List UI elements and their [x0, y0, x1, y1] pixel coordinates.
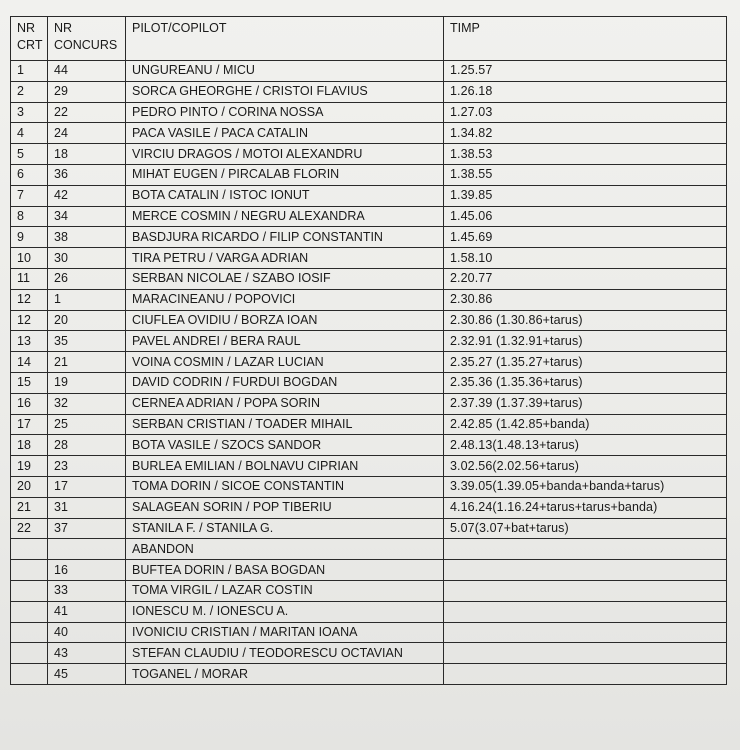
cell-nr-crt: 18 [11, 435, 48, 456]
header-nr-concurs-line2: CONCURS [54, 38, 118, 52]
cell-pilot-copilot: TOMA VIRGIL / LAZAR COSTIN [126, 580, 444, 601]
cell-nr-concurs: 17 [48, 476, 126, 497]
cell-pilot-copilot: SERBAN NICOLAE / SZABO IOSIF [126, 268, 444, 289]
cell-nr-concurs: 40 [48, 622, 126, 643]
header-nr-crt-line2: CRT [17, 38, 43, 52]
table-row [11, 227, 727, 248]
table-row [11, 289, 727, 310]
cell-nr-concurs: 26 [48, 268, 126, 289]
cell-pilot-copilot: TOMA DORIN / SICOE CONSTANTIN [126, 476, 444, 497]
table-row [11, 352, 727, 373]
cell-pilot-copilot: MERCE COSMIN / NEGRU ALEXANDRA [126, 206, 444, 227]
cell-timp: 1.26.18 [444, 81, 727, 102]
cell-nr-concurs: 19 [48, 372, 126, 393]
cell-nr-crt [11, 580, 48, 601]
table-row [11, 102, 727, 123]
abandon-row [11, 664, 727, 685]
abandon-empty-concurs [48, 539, 126, 560]
cell-pilot-copilot: PEDRO PINTO / CORINA NOSSA [126, 102, 444, 123]
cell-nr-concurs: 34 [48, 206, 126, 227]
abandon-body [11, 539, 727, 685]
table-row [11, 372, 727, 393]
cell-pilot-copilot: STEFAN CLAUDIU / TEODORESCU OCTAVIAN [126, 643, 444, 664]
cell-timp: 1.58.10 [444, 248, 727, 269]
cell-pilot-copilot: BOTA CATALIN / ISTOC IONUT [126, 185, 444, 206]
cell-nr-crt: 17 [11, 414, 48, 435]
cell-nr-concurs: 28 [48, 435, 126, 456]
cell-timp: 1.45.06 [444, 206, 727, 227]
cell-timp: 1.39.85 [444, 185, 727, 206]
cell-nr-concurs: 20 [48, 310, 126, 331]
cell-nr-crt: 2 [11, 81, 48, 102]
cell-nr-crt: 13 [11, 331, 48, 352]
cell-nr-crt: 14 [11, 352, 48, 373]
cell-nr-crt: 4 [11, 123, 48, 144]
cell-nr-concurs: 42 [48, 185, 126, 206]
abandon-row [11, 580, 727, 601]
cell-nr-crt: 1 [11, 61, 48, 82]
cell-pilot-copilot: IVONICIU CRISTIAN / MARITAN IOANA [126, 622, 444, 643]
cell-nr-crt: 6 [11, 164, 48, 185]
cell-nr-crt: 3 [11, 102, 48, 123]
abandon-header-row [11, 539, 727, 560]
table-row [11, 61, 727, 82]
cell-nr-crt: 21 [11, 497, 48, 518]
cell-pilot-copilot: PAVEL ANDREI / BERA RAUL [126, 331, 444, 352]
table-row [11, 518, 727, 539]
cell-timp: 4.16.24(1.16.24+tarus+tarus+banda) [444, 497, 727, 518]
abandon-empty-timp [444, 539, 727, 560]
cell-nr-concurs: 1 [48, 289, 126, 310]
cell-pilot-copilot: CIUFLEA OVIDIU / BORZA IOAN [126, 310, 444, 331]
cell-nr-crt [11, 601, 48, 622]
header-nr-crt-line1: NR [17, 21, 36, 35]
cell-nr-concurs: 16 [48, 560, 126, 581]
table-row [11, 268, 727, 289]
cell-nr-concurs: 29 [48, 81, 126, 102]
cell-nr-crt [11, 664, 48, 685]
table-row [11, 497, 727, 518]
cell-nr-crt: 7 [11, 185, 48, 206]
cell-nr-concurs: 37 [48, 518, 126, 539]
header-row [11, 17, 727, 61]
table-row [11, 393, 727, 414]
cell-timp [444, 601, 727, 622]
table-row [11, 185, 727, 206]
cell-pilot-copilot: BUFTEA DORIN / BASA BOGDAN [126, 560, 444, 581]
cell-timp: 3.39.05(1.39.05+banda+banda+tarus) [444, 476, 727, 497]
table-row [11, 81, 727, 102]
header-pilot-copilot: PILOT/COPILOT [126, 17, 444, 61]
cell-nr-crt: 12 [11, 289, 48, 310]
cell-nr-crt [11, 622, 48, 643]
cell-nr-concurs: 30 [48, 248, 126, 269]
abandon-row [11, 601, 727, 622]
cell-nr-concurs: 38 [48, 227, 126, 248]
cell-pilot-copilot: SERBAN CRISTIAN / TOADER MIHAIL [126, 414, 444, 435]
cell-nr-crt: 5 [11, 144, 48, 165]
results-body [11, 61, 727, 539]
cell-nr-crt: 11 [11, 268, 48, 289]
cell-timp: 1.45.69 [444, 227, 727, 248]
cell-timp: 2.35.27 (1.35.27+tarus) [444, 352, 727, 373]
cell-nr-concurs: 18 [48, 144, 126, 165]
cell-pilot-copilot: TIRA PETRU / VARGA ADRIAN [126, 248, 444, 269]
cell-nr-concurs: 21 [48, 352, 126, 373]
abandon-row [11, 622, 727, 643]
cell-pilot-copilot: BASDJURA RICARDO / FILIP CONSTANTIN [126, 227, 444, 248]
table-row [11, 310, 727, 331]
table-row [11, 331, 727, 352]
cell-pilot-copilot: TOGANEL / MORAR [126, 664, 444, 685]
cell-pilot-copilot: BURLEA EMILIAN / BOLNAVU CIPRIAN [126, 456, 444, 477]
cell-pilot-copilot: SALAGEAN SORIN / POP TIBERIU [126, 497, 444, 518]
cell-nr-concurs: 43 [48, 643, 126, 664]
table-row [11, 206, 727, 227]
cell-timp: 3.02.56(2.02.56+tarus) [444, 456, 727, 477]
cell-timp: 5.07(3.07+bat+tarus) [444, 518, 727, 539]
cell-pilot-copilot: STANILA F. / STANILA G. [126, 518, 444, 539]
cell-nr-crt: 10 [11, 248, 48, 269]
table-row [11, 248, 727, 269]
cell-timp [444, 643, 727, 664]
table-row [11, 144, 727, 165]
cell-nr-concurs: 23 [48, 456, 126, 477]
cell-nr-concurs: 44 [48, 61, 126, 82]
cell-nr-concurs: 31 [48, 497, 126, 518]
cell-timp [444, 664, 727, 685]
results-table [10, 16, 727, 685]
cell-timp: 2.32.91 (1.32.91+tarus) [444, 331, 727, 352]
cell-nr-crt [11, 560, 48, 581]
cell-nr-concurs: 45 [48, 664, 126, 685]
cell-nr-crt: 20 [11, 476, 48, 497]
cell-nr-concurs: 33 [48, 580, 126, 601]
cell-pilot-copilot: DAVID CODRIN / FURDUI BOGDAN [126, 372, 444, 393]
cell-nr-crt: 22 [11, 518, 48, 539]
abandon-row [11, 560, 727, 581]
cell-timp: 2.30.86 [444, 289, 727, 310]
cell-nr-concurs: 41 [48, 601, 126, 622]
cell-pilot-copilot: BOTA VASILE / SZOCS SANDOR [126, 435, 444, 456]
abandon-empty-crt [11, 539, 48, 560]
cell-timp: 2.42.85 (1.42.85+banda) [444, 414, 727, 435]
cell-nr-concurs: 36 [48, 164, 126, 185]
cell-nr-crt: 19 [11, 456, 48, 477]
cell-timp: 1.25.57 [444, 61, 727, 82]
cell-nr-concurs: 22 [48, 102, 126, 123]
cell-timp [444, 580, 727, 601]
cell-pilot-copilot: VOINA COSMIN / LAZAR LUCIAN [126, 352, 444, 373]
cell-nr-crt: 8 [11, 206, 48, 227]
cell-pilot-copilot: PACA VASILE / PACA CATALIN [126, 123, 444, 144]
cell-timp: 2.35.36 (1.35.36+tarus) [444, 372, 727, 393]
cell-timp [444, 560, 727, 581]
cell-nr-crt [11, 643, 48, 664]
cell-timp: 2.48.13(1.48.13+tarus) [444, 435, 727, 456]
cell-pilot-copilot: IONESCU M. / IONESCU A. [126, 601, 444, 622]
cell-pilot-copilot: SORCA GHEORGHE / CRISTOI FLAVIUS [126, 81, 444, 102]
abandon-label: ABANDON [126, 539, 444, 560]
header-nr-crt [11, 17, 48, 61]
cell-timp: 1.27.03 [444, 102, 727, 123]
cell-timp: 2.20.77 [444, 268, 727, 289]
table-row [11, 456, 727, 477]
table-row [11, 164, 727, 185]
header-timp: TIMP [444, 17, 727, 61]
cell-pilot-copilot: VIRCIU DRAGOS / MOTOI ALEXANDRU [126, 144, 444, 165]
header-nr-concurs [48, 17, 126, 61]
cell-nr-concurs: 25 [48, 414, 126, 435]
cell-pilot-copilot: MARACINEANU / POPOVICI [126, 289, 444, 310]
cell-timp: 1.38.55 [444, 164, 727, 185]
cell-timp: 2.30.86 (1.30.86+tarus) [444, 310, 727, 331]
cell-pilot-copilot: CERNEA ADRIAN / POPA SORIN [126, 393, 444, 414]
cell-nr-crt: 12 [11, 310, 48, 331]
cell-nr-concurs: 32 [48, 393, 126, 414]
cell-pilot-copilot: MIHAT EUGEN / PIRCALAB FLORIN [126, 164, 444, 185]
table-row [11, 435, 727, 456]
cell-nr-crt: 9 [11, 227, 48, 248]
cell-nr-concurs: 35 [48, 331, 126, 352]
cell-timp: 1.34.82 [444, 123, 727, 144]
cell-nr-crt: 16 [11, 393, 48, 414]
table-row [11, 476, 727, 497]
cell-nr-concurs: 24 [48, 123, 126, 144]
cell-timp [444, 622, 727, 643]
table-row [11, 414, 727, 435]
table-row [11, 123, 727, 144]
abandon-row [11, 643, 727, 664]
cell-timp: 2.37.39 (1.37.39+tarus) [444, 393, 727, 414]
cell-timp: 1.38.53 [444, 144, 727, 165]
cell-pilot-copilot: UNGUREANU / MICU [126, 61, 444, 82]
cell-nr-crt: 15 [11, 372, 48, 393]
header-nr-concurs-line1: NR [54, 21, 73, 35]
